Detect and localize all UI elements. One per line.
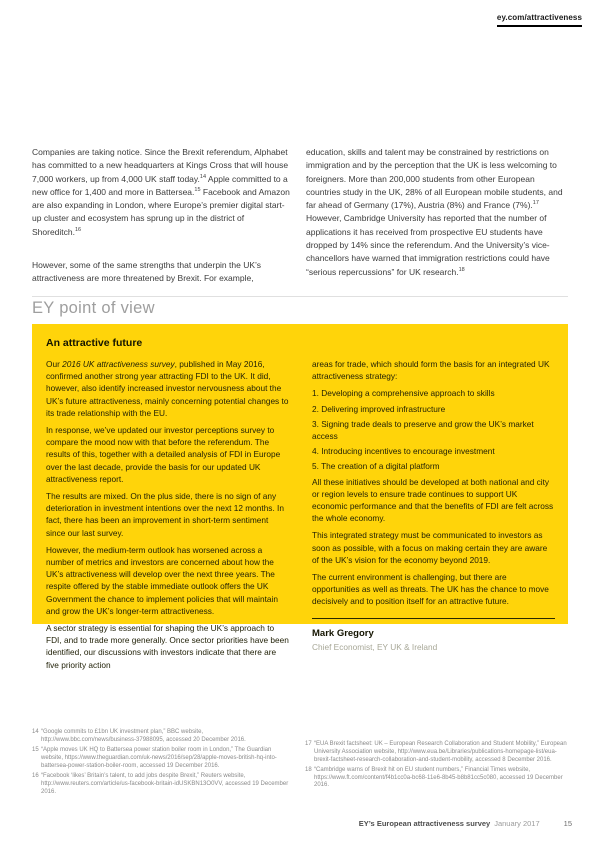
ey-attractiveness-link[interactable]: ey.com/attractiveness [497,13,582,27]
footnote-ref-16: 16 [75,226,82,233]
article-column-left [32,146,291,306]
article-paragraph [306,146,570,279]
footer-report-title: EY’s European attractiveness survey [358,819,491,828]
footnote-ref-15: 15 [194,187,201,194]
footnote-number: 15 [32,747,39,754]
footnote-ref-14: 14 [199,173,207,180]
strategy-list-item: 2. Delivering improved infrastructure [312,403,446,414]
box-paragraph: All these initiatives should be developed at both national and city or region levels to ensure trade continues to support UK economic performance and that the benefits of FDI are felt across the whole economy. [312,476,554,524]
paragraph-text: , published in May 2016, confirmed another strong year attracting FDI to the UK. It did, however, also identify increased investor nervousness about the UK’s future attractiveness, mainly concerning potential changes to its trade relationship with the EU. [46,359,289,418]
section-title: EY point of view [32,299,155,317]
footnote-14 [32,729,295,745]
box-paragraph: In response, we’ve updated our investor perceptions survey to compare the mood now with that before the referendum. The results of this, together with a detailed analysis of FDI in Europe over the last decade, provide the basis for our updated UK attractiveness report. [46,425,281,484]
survey-title-italic: 2016 UK attractiveness survey [62,359,175,369]
box-paragraph: The current environment is challenging, but there are opportunities as well as threats. The UK has the chance to move decisively and to position itself for an attractive future. [312,572,549,607]
box-column-left [46,358,289,676]
footer-date: January 2017 [494,819,540,828]
box-paragraph: This integrated strategy must be communicated to investors as soon as possible, with a focus on making certain they are aware of the UK’s vision for the economy beyond 2019. [312,530,548,565]
article-paragraph [32,146,291,239]
box-paragraph: However, the medium-term outlook has worsened across a number of metrics and investors are concerned about how the UK’s attractiveness will develop over the next three years. The respite offered by the stable immediate outlook offers the UK Government the chance to implement policies that will maintain and grow the UK’s longer-term attractiveness. [46,544,278,616]
footnote-17 [305,741,573,764]
strategy-list-item: 5. The creation of a digital platform [312,461,440,472]
box-paragraph [46,358,289,419]
author-name: Mark Gregory [312,627,374,639]
footnote-text: “Apple moves UK HQ to Battersea power station boiler room in London,” The Guardian website, https://www.theguardian.com/uk-news/2016/sep/28/apple-moves-british-hq-into-battersea-power-station-boiler-room, accessed 19 December 2016. [41,747,277,769]
strategy-list-item: 4. Introducing incentives to encourage investment [312,446,495,457]
strategy-list-item: 3. Signing trade deals to preserve and grow the UK’s market access [312,418,534,442]
footnote-text: “EUA Brexit factsheet: UK – European Research Collaboration and Student Mobility,” European University Association website, http://www.eua.be/Libraries/publications-homepage-list/eua-brexit-factsheet-research-collaboration-and-student-mobility, accessed 8 December 2016. [314,741,567,763]
footnotes-column-left [32,729,295,799]
article-column-right [306,146,570,299]
box-paragraph: areas for trade, which should form the basis for an integrated UK attractiveness strategy: [312,359,550,382]
author-role: Chief Economist, EY UK & Ireland [312,641,438,652]
footnote-number: 14 [32,729,39,735]
point-of-view-box [32,324,568,670]
box-paragraph: The results are mixed. On the plus side, there is no sign of any deterioration in investment intentions over the next 12 months. In fact, there has been an improvement in short-term sentiment since our last survey. [46,491,284,538]
signature-rule [312,618,555,619]
footnote-ref-17: 17 [532,200,539,207]
section-divider-rule [32,296,568,297]
paragraph-text: Companies are taking notice. Since the Brexit referendum, Alphabet has committed to a new headquarters at Kings Cross that will house 7,000 workers, up from 4,000 UK staff today. [32,147,289,184]
footnote-18 [305,767,573,790]
paragraph-text: education, skills and talent may be constrained by restrictions on immigration and by the perception that the UK is less welcoming to foreigners. More than 200,000 students from other European countries study in the UK, 28% of all European mobile students, and far ahead of Germany (17%), Austria (8%) and France (7%). [306,147,563,211]
paragraph-text: However, Cambridge University has reported that the number of applications it has received from prospective EU students have dropped by 14% since the referendum. And the University’s vice-chancellors have warned that immigration restrictions could have “serious repercussions” for UK research. [306,213,550,277]
paragraph-text: Facebook and Amazon are also expanding in London, where Europe’s premier digital start-up cluster and ecosystem has sprung up in the district of Shoreditch. [32,186,290,237]
footnote-number: 18 [305,766,312,773]
page-number: 15 [563,819,572,828]
paragraph-text: Our [46,359,63,369]
footnotes-column-right [305,741,573,793]
footnote-ref-18: 18 [458,266,465,273]
box-paragraph: A sector strategy is essential for shaping the UK’s approach to FDI, and to trade more generally. Once sector priorities have been identified, our discussions with investors indicate that there are five priority action [46,623,289,670]
paragraph-text: Apple committed to a new office for 1,400 and more in Battersea. [32,173,288,197]
box-title: An attractive future [46,337,143,349]
footnote-number: 16 [32,772,39,779]
box-column-right [312,358,555,676]
footnote-text: “Google commits to £1bn UK investment plan,” BBC website, http://www.bbc.com/news/business-37988095, accessed 20 December 2016. [41,729,246,743]
footnote-16 [32,773,295,796]
strategy-list-item: 1. Developing a comprehensive approach to skills [312,388,495,399]
footnote-text: “Cambridge warns of Brexit hit on EU student numbers,” Financial Times website, https://www.ft.com/content/f4b1cc0a-bc68-11e6-8b45-b8b81cc5c080, accessed 19 December 2016. [314,766,563,789]
footnote-15 [32,747,295,770]
article-paragraph: However, some of the same strengths that underpin the UK’s attractiveness are more threatened by Brexit. For example, [32,260,261,284]
footnote-number: 17 [305,741,312,747]
page-footer [359,819,572,828]
footnote-text: “Facebook ‘likes’ Britain’s talent, to add jobs despite Brexit,” Reuters website, http://www.reuters.com/article/us-facebook-britain-idUSKBN13O0VV, accessed 19 December 2016. [41,772,289,795]
